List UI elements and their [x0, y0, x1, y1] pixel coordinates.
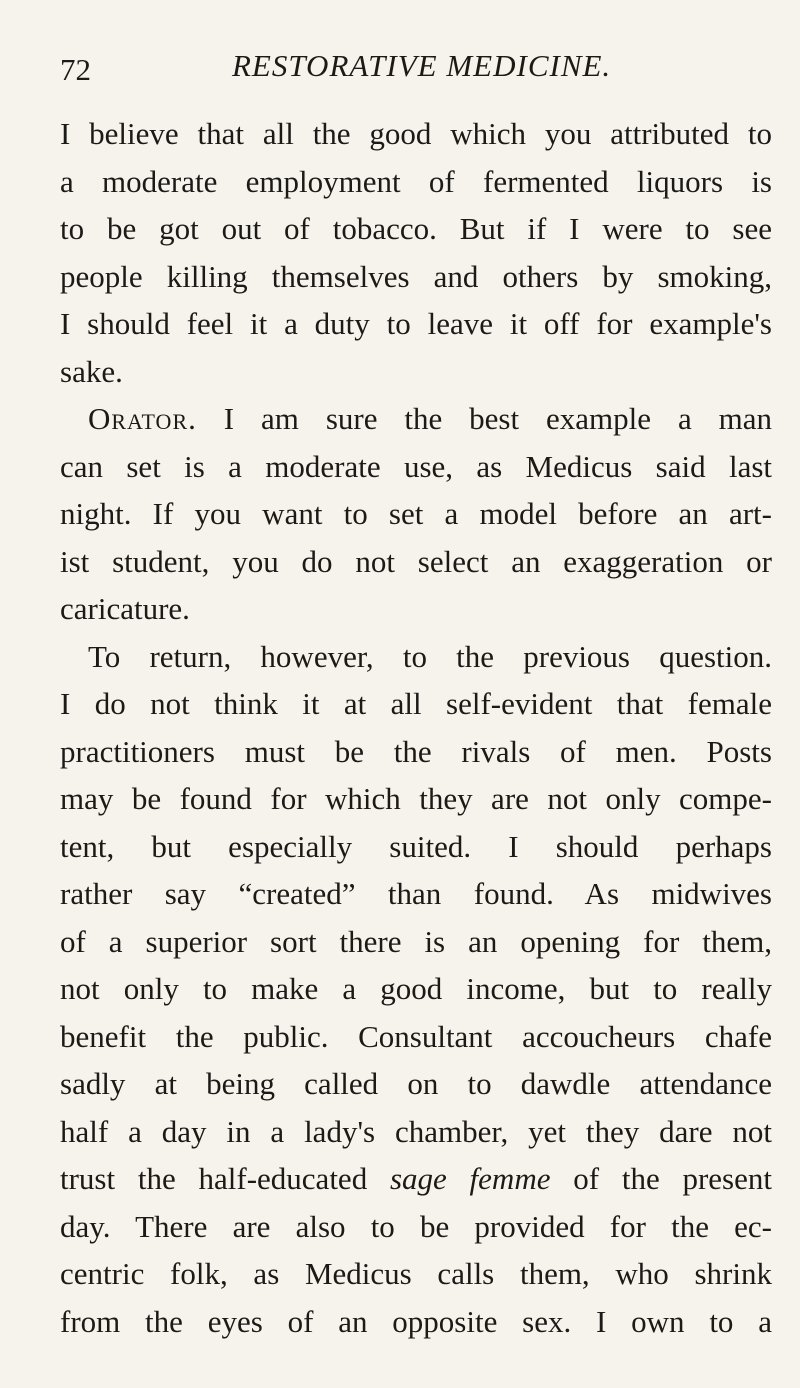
text-line-speaker	[60, 395, 772, 443]
text-line-italic	[60, 1155, 772, 1203]
text-line: centric folk, as Medicus calls them, who shrink	[60, 1256, 772, 1291]
text-line: I do not think it at all self-evident that female	[60, 686, 772, 721]
text-line: sake.	[60, 353, 123, 389]
text-line: day. There are also to be provided for the ec-	[60, 1208, 772, 1244]
text-line: half a day in a lady's chamber, yet they dare not	[60, 1113, 772, 1149]
text-after-italic: of the present	[550, 1161, 772, 1196]
text-line: a moderate employment of fermented liquors is	[60, 163, 772, 199]
text-line: caricature.	[60, 591, 190, 626]
body-text	[60, 110, 772, 1345]
speaker-text: I am sure the best example a man	[196, 401, 772, 436]
text-line: I should feel it a duty to leave it off for example's	[60, 306, 772, 341]
text-line: to be got out of tobacco. But if I were to see	[60, 211, 772, 246]
text-line: I believe that all the good which you attributed to	[60, 116, 772, 151]
text-line: may be found for which they are not only compe-	[60, 781, 772, 816]
page-number: 72	[60, 52, 91, 87]
text-line: tent, but especially suited. I should perhaps	[60, 828, 772, 864]
text-line: sadly at being called on to dawdle attendance	[60, 1066, 772, 1101]
text-line: ist student, you do not select an exaggeration or	[60, 543, 772, 579]
text-line: practitioners must be the rivals of men. Posts	[60, 733, 772, 769]
text-line: of a superior sort there is an opening for them,	[60, 923, 772, 959]
text-line: can set is a moderate use, as Medicus said last	[60, 448, 772, 484]
italic-phrase: sage femme	[389, 1161, 551, 1196]
text-line: people killing themselves and others by smoking,	[60, 258, 772, 294]
text-before-italic: trust the half-educated	[60, 1161, 390, 1196]
text-line: rather say “created” than found. As midwives	[60, 876, 772, 911]
text-line: benefit the public. Consultant accoucheurs chafe	[60, 1018, 772, 1054]
text-line: not only to make a good income, but to really	[60, 971, 772, 1006]
running-head: RESTORATIVE MEDICINE.	[232, 48, 612, 83]
text-line: from the eyes of an opposite sex. I own to a	[60, 1303, 772, 1339]
page-header	[60, 44, 780, 94]
text-line: To return, however, to the previous question.	[88, 638, 772, 674]
speaker-name: Orator.	[88, 401, 197, 436]
text-line: night. If you want to set a model before an art-	[60, 496, 772, 531]
